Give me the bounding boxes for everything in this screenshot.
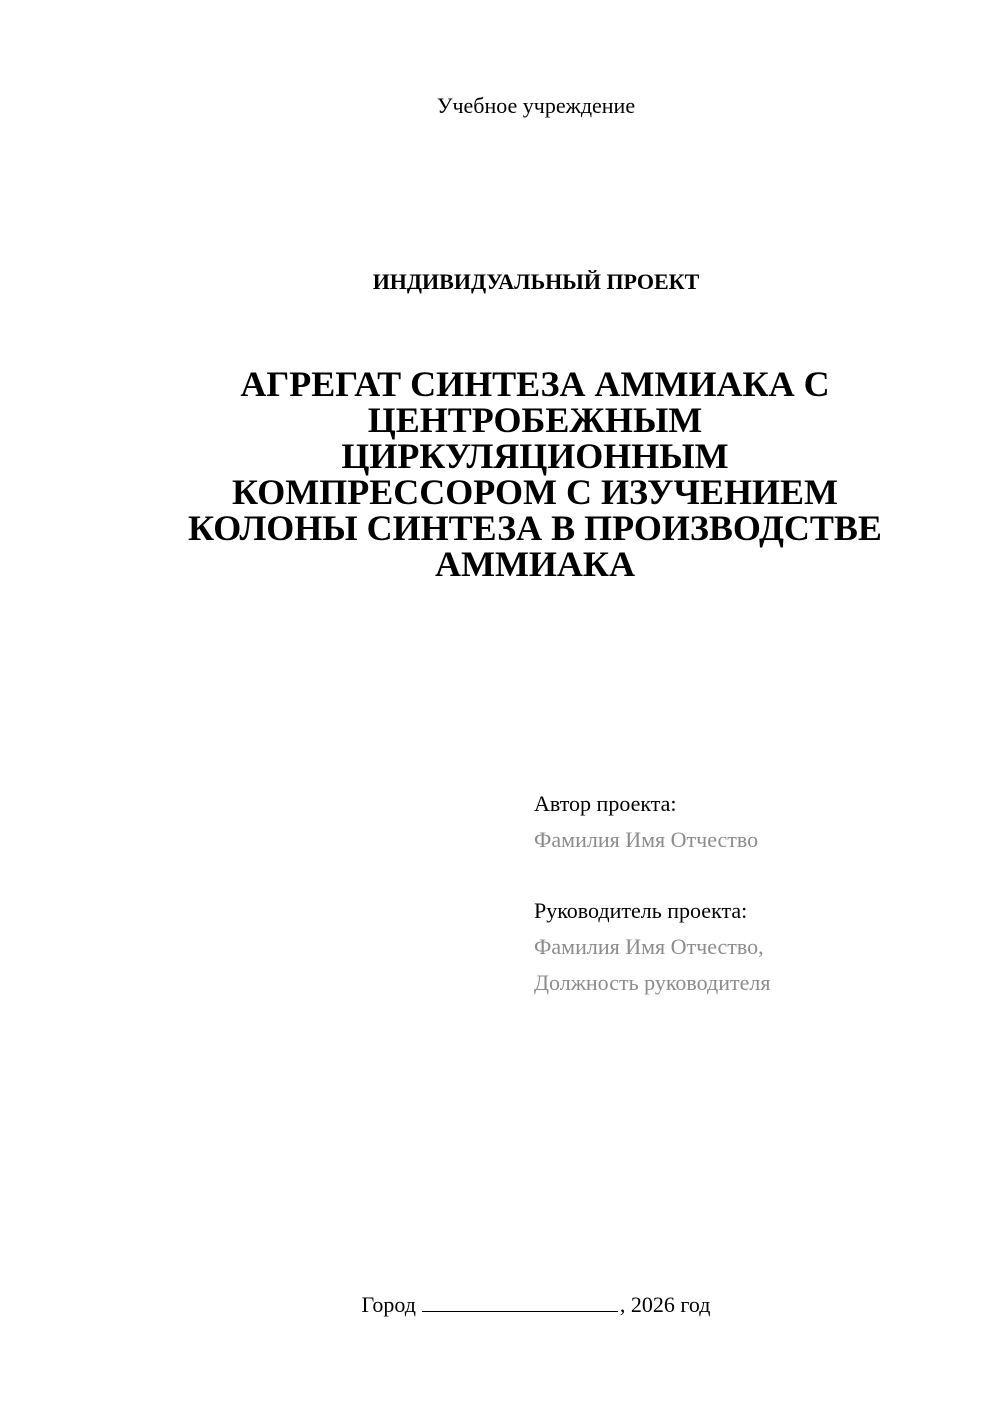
institution-name: Учебное учреждение [436, 93, 636, 118]
city-blank-underline [422, 1291, 618, 1312]
title-line: КОЛОНЫ СИНТЕЗА В ПРОИЗВОДСТВЕ [188, 508, 882, 548]
project-title [140, 366, 930, 582]
supervisor-name-placeholder: Фамилия Имя Отчество, [534, 934, 764, 959]
city-year-line [0, 1290, 1000, 1320]
author-name-placeholder: Фамилия Имя Отчество [534, 827, 759, 852]
author-label: Автор проекта: [534, 791, 677, 816]
city-label: Город [361, 1292, 416, 1317]
year-text: , 2026 год [619, 1292, 711, 1317]
title-line: АММИАКА [434, 544, 636, 584]
supervisor-block [534, 893, 974, 1001]
title-line: ЦЕНТРОБЕЖНЫМ [367, 400, 703, 440]
title-line: АГРЕГАТ СИНТЕЗА АММИАКА С [240, 364, 830, 404]
supervisor-label: Руководитель проекта: [534, 898, 748, 923]
title-line: КОМПРЕССОРОМ С ИЗУЧЕНИЕМ [232, 472, 838, 512]
supervisor-position-placeholder: Должность руководителя [534, 970, 771, 995]
author-block [534, 786, 974, 858]
title-line: ЦИРКУЛЯЦИОННЫМ [341, 436, 729, 476]
document-type: ИНДИВИДУАЛЬНЫЙ ПРОЕКТ [372, 269, 700, 294]
